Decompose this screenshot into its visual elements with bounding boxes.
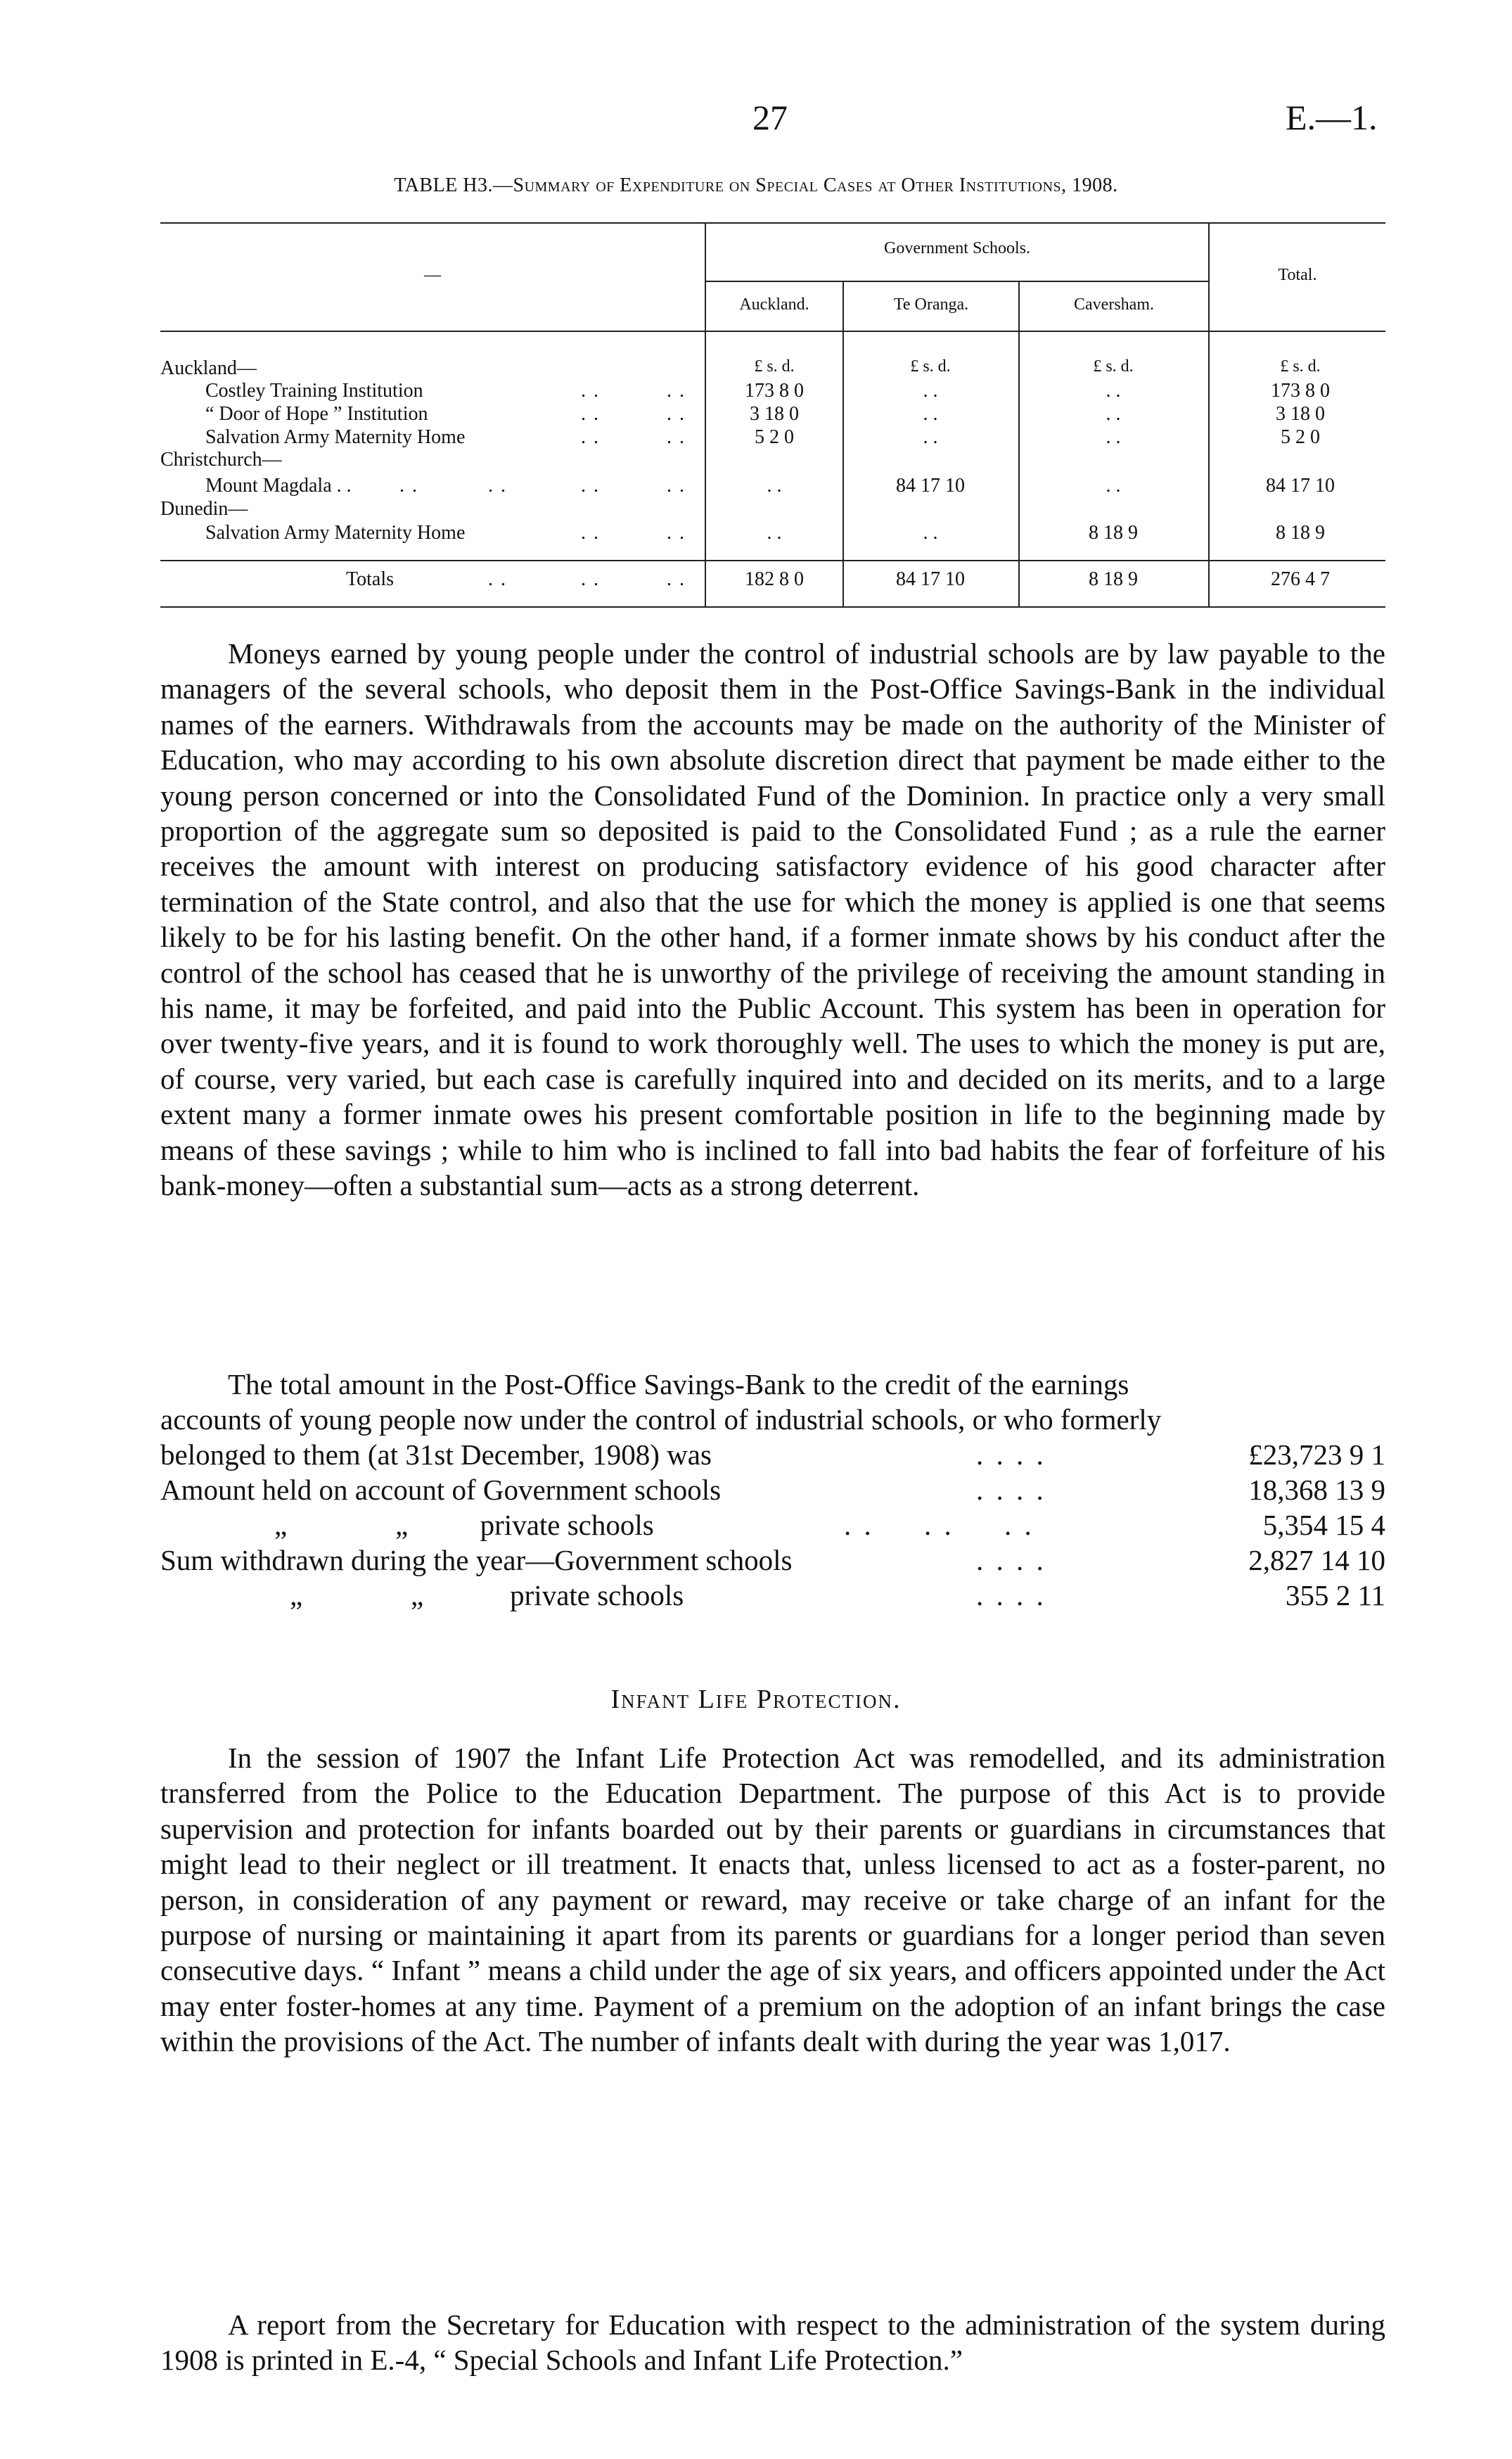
infant-protection-paragraph: In the session of 1907 the Infant Life Protection Act was remodelled, and its administration transferred from the Police to the Education Department. The purpose of this Act is to provide supervision and protection for infants boarded out by their parents or guardians in circumstances that might lead to their neglect or ill treatment. It enacts that, unless licensed to act as a foster-parent, no person, in consideration of any payment or reward, may receive or take charge of an infant for the purpose of nursing or maintaining it apart from its parents or guardians for a longer period than seven consecutive days. “ Infant ” means a child under the age of six years, and officers appointed under the Act may enter foster-homes at any time. Payment of a premium on the adoption of an infant brings the case within the provisions of the Act. The number of infants dealt with during the year was 1,017. — [160, 1742, 1385, 2058]
row-label: Salvation Army Maternity Home — [205, 522, 466, 544]
savings-amount: 2,827 14 10 — [1248, 1544, 1385, 1576]
row-label: Christchurch— — [160, 449, 282, 471]
row-label: Costley Training Institution — [205, 380, 423, 402]
row-label: Salvation Army Maternity Home — [205, 426, 466, 448]
savings-amount: £23,723 9 1 — [1248, 1438, 1385, 1471]
leader-dots: . . — [581, 403, 600, 425]
savings-row-label: belonged to them (at 31st December, 1908) was — [160, 1438, 712, 1471]
table-cell: 5 2 0 — [1281, 426, 1320, 448]
units-label: £ s. d. — [1280, 357, 1321, 376]
table-cell: 84 17 10 — [896, 475, 965, 497]
savings-amount: 5,354 15 4 — [1262, 1509, 1385, 1541]
savings-row-label: Sum withdrawn during the year—Government schools — [160, 1544, 793, 1576]
table-cell: . . — [923, 522, 938, 544]
table-cell: 84 17 10 — [1266, 475, 1335, 497]
leader-dots: . . — [667, 380, 686, 402]
row-label: “ Door of Hope ” Institution — [205, 403, 428, 425]
leader-dots: . . . . — [976, 1544, 1046, 1576]
table-cell: . . — [767, 522, 782, 544]
column-heading-total: Total. — [1278, 266, 1317, 284]
leader-dots: . . — [399, 475, 418, 497]
leader-dots: . . — [581, 380, 600, 402]
leader-dots: . . — [667, 403, 686, 425]
column-heading-te-oranga: Te Oranga. — [893, 295, 969, 314]
totals-label: Totals — [346, 568, 395, 590]
table-cell: . . — [1106, 403, 1121, 425]
row-label: Dunedin— — [160, 498, 248, 520]
savings-row-label: „ „ private schools — [274, 1509, 654, 1541]
stub-heading: — — [424, 266, 441, 284]
leader-dots: . . — [581, 426, 600, 448]
leader-dots: . . — [581, 568, 600, 590]
report-reference-paragraph: A report from the Secretary for Education with respect to the administration of the system during 1908 is printed in E.-4, “ Special Schools and Infant Life Protection.” — [160, 2308, 1385, 2377]
savings-amount: 355 2 11 — [1286, 1579, 1385, 1611]
totals-cell: 84 17 10 — [896, 568, 965, 590]
expenditure-table — [0, 0, 1512, 633]
totals-cell: 276 4 7 — [1271, 568, 1330, 590]
government-schools-heading: Government Schools. — [884, 239, 1030, 257]
savings-intro-line: The total amount in the Post-Office Savings-Bank to the credit of the earnings — [228, 1368, 1129, 1400]
leader-dots: . . . . . . — [844, 1509, 1034, 1541]
section-heading-infant-life-protection: Infant Life Protection. — [610, 1685, 902, 1714]
leader-dots: . . . . — [976, 1438, 1046, 1471]
savings-row-label: „ „ private schools — [290, 1579, 684, 1611]
totals-cell: 8 18 9 — [1089, 568, 1138, 590]
table-cell: . . — [923, 380, 938, 402]
leader-dots: . . — [667, 475, 686, 497]
row-label: Mount Magdala . . — [205, 475, 352, 497]
table-cell: 173 8 0 — [745, 380, 804, 402]
totals-cell: 182 8 0 — [745, 568, 804, 590]
page-number: 27 — [752, 98, 788, 137]
table-cell: . . — [923, 426, 938, 448]
savings-intro-line: accounts of young people now under the control of industrial schools, or who formerly — [160, 1403, 1162, 1436]
column-heading-caversham: Caversham. — [1074, 295, 1154, 314]
table-title-text: Summary of Expenditure on Special Cases at Other Institutions, 1908. — [513, 174, 1118, 196]
table-cell: 173 8 0 — [1271, 380, 1330, 402]
leader-dots: . . — [667, 568, 686, 590]
units-label: £ s. d. — [910, 357, 951, 376]
savings-paragraph: Moneys earned by young people under the control of industrial schools are by law payable to the managers of the several schools, who deposit them in the Post-Office Savings-Bank in the individual names of the earners. Withdrawals from the accounts may be made on the authority of the Minister of Education, who may according to his own absolute discretion direct that payment be made either to the young person concerned or into the Consolidated Fund of the Dominion. In practice only a very small proportion of the aggregate sum so deposited is paid to the Consolidated Fund ; as a rule the earner receives the amount with interest on producing satisfactory evidence of his good character after termination of the State control, and also that the use for which the money is applied is one that seems likely to be for his lasting benefit. On the other hand, if a former inmate shows by his conduct after the control of the school has ceased that he is unworthy of the privilege of receiving the amount standing in his name, it may be forfeited, and paid into the Public Account. This system has been in operation for over twenty-five years, and it is found to work thoroughly well. The uses to which the money is put are, of course, very varied, but each case is carefully inquired into and decided on its merits, and to a large extent many a former inmate owes his present comfortable position in life to the beginning made by means of these savings ; while to him who is inclined to fall into bad habits the fear of forfeiture of his bank-money—often a substantial sum—acts as a strong deterrent. — [160, 637, 1385, 1202]
leader-dots: . . — [488, 568, 507, 590]
table-cell: . . — [923, 403, 938, 425]
table-cell: 5 2 0 — [755, 426, 794, 448]
table-cell: . . — [767, 475, 782, 497]
leader-dots: . . — [667, 522, 686, 544]
table-cell: 3 18 0 — [750, 403, 799, 425]
leader-dots: . . — [667, 426, 686, 448]
table-cell: 8 18 9 — [1276, 522, 1325, 544]
leader-dots: . . — [581, 475, 600, 497]
leader-dots: . . . . — [976, 1474, 1046, 1506]
table-cell: . . — [1106, 426, 1121, 448]
row-label: Auckland— — [160, 357, 257, 379]
savings-row-label: Amount held on account of Government schools — [160, 1474, 722, 1506]
table-cell: . . — [1106, 475, 1121, 497]
units-label: £ s. d. — [754, 357, 795, 376]
leader-dots: . . . . — [976, 1579, 1046, 1611]
column-heading-auckland: Auckland. — [739, 295, 809, 314]
document-reference: E.—1. — [1286, 98, 1378, 137]
table-cell: . . — [1106, 380, 1121, 402]
table-title-prefix: TABLE H3.— — [394, 174, 513, 196]
leader-dots: . . — [488, 475, 507, 497]
savings-amount: 18,368 13 9 — [1248, 1474, 1385, 1506]
table-cell: 8 18 9 — [1089, 522, 1138, 544]
leader-dots: . . — [581, 522, 600, 544]
table-cell: 3 18 0 — [1276, 403, 1325, 425]
units-label: £ s. d. — [1093, 357, 1134, 376]
